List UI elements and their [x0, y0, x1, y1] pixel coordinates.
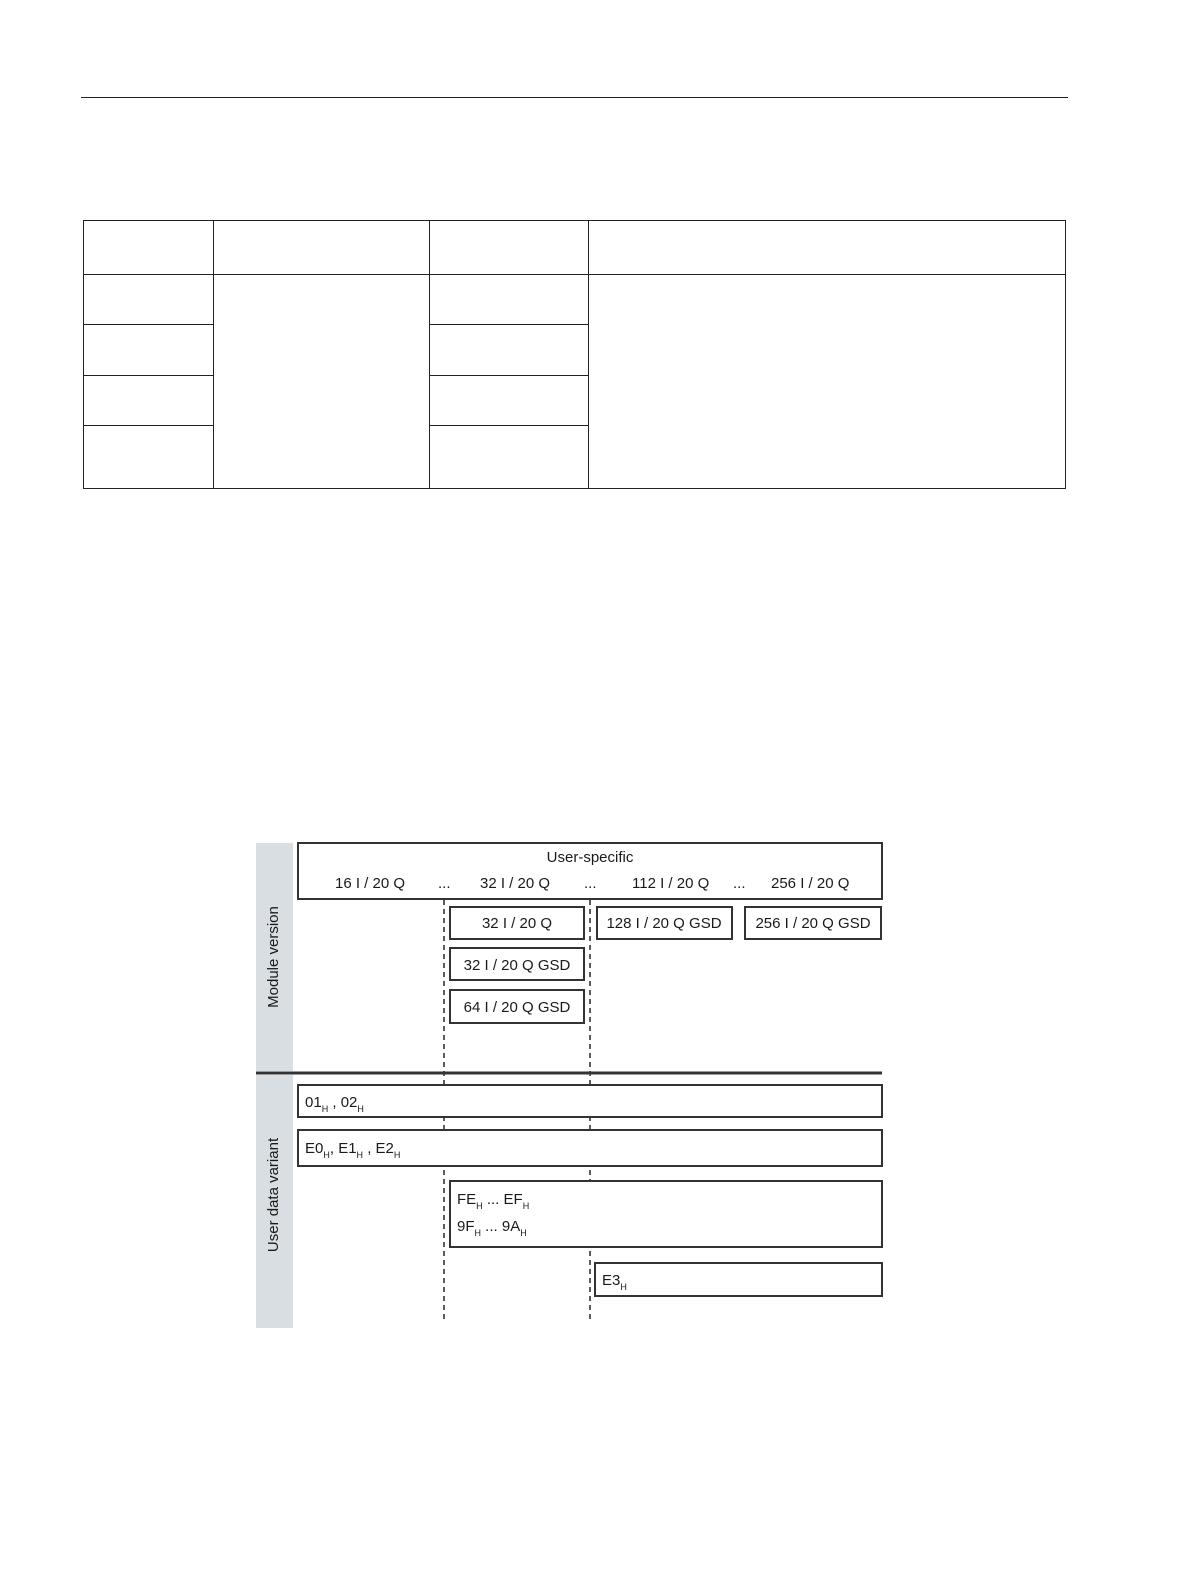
subscript-h: H	[357, 1104, 364, 1114]
header-rule	[81, 97, 1068, 98]
subscript-h: H	[321, 1104, 329, 1114]
subscript-h: H	[522, 1201, 530, 1211]
variant-code: E0	[305, 1140, 324, 1157]
module-box-label: 64 I / 20 Q GSD	[463, 999, 571, 1016]
header-ellipsis: ...	[438, 875, 451, 892]
variant-code: 9F	[457, 1218, 475, 1235]
subscript-h: H	[476, 1201, 483, 1211]
header-col-256: 256 I / 20 Q	[771, 875, 850, 892]
table-cell-merged	[589, 275, 1066, 489]
table-cell	[84, 425, 214, 488]
table-cell	[430, 425, 589, 488]
table-header-cell	[214, 221, 430, 275]
variant-code: E3	[602, 1272, 621, 1289]
table-header-cell	[430, 221, 589, 275]
table-cell	[84, 375, 214, 425]
variant-code: 01	[305, 1094, 322, 1111]
diagram-svg	[250, 838, 890, 1333]
module-box-label: 256 I / 20 Q GSD	[755, 915, 871, 932]
header-col-32: 32 I / 20 Q	[480, 875, 551, 892]
subscript-h: H	[620, 1282, 627, 1292]
variant-code: ... 9A	[481, 1218, 521, 1235]
header-ellipsis: ...	[584, 875, 597, 892]
module-version-label: Module version	[265, 906, 282, 1008]
user-specific-title: User-specific	[546, 849, 634, 866]
header-col-16: 16 I / 20 Q	[335, 875, 406, 892]
variant-code: FE	[457, 1191, 477, 1208]
header-col-112: 112 I / 20 Q	[632, 875, 710, 892]
variant-code: ... EF	[482, 1191, 523, 1208]
table-header-row	[84, 221, 1066, 275]
table-row	[84, 275, 1066, 325]
variant-box-01-02	[298, 1085, 882, 1117]
subscript-h: H	[393, 1150, 401, 1160]
module-version-diagram	[250, 838, 890, 1333]
table-cell	[84, 325, 214, 375]
subscript-h: H	[520, 1228, 527, 1238]
table-header-cell	[84, 221, 214, 275]
variant-code: , 02	[328, 1094, 358, 1111]
module-box-label: 128 I / 20 Q GSD	[606, 915, 722, 932]
subscript-h: H	[323, 1150, 330, 1160]
user-data-variant-label: User data variant	[265, 1137, 282, 1253]
table-cell	[84, 275, 214, 325]
subscript-h: H	[356, 1150, 364, 1160]
variant-code: , E1	[329, 1140, 357, 1157]
table-cell	[430, 375, 589, 425]
module-box-label: 32 I / 20 Q GSD	[463, 957, 571, 974]
table-cell-merged	[214, 275, 430, 489]
spec-table	[83, 220, 1066, 489]
table-cell	[430, 275, 589, 325]
module-box-label: 32 I / 20 Q	[481, 915, 553, 932]
subscript-h: H	[474, 1228, 482, 1238]
table-cell	[430, 325, 589, 375]
variant-code: , E2	[363, 1140, 394, 1157]
header-ellipsis: ...	[733, 875, 746, 892]
variant-box-e3	[595, 1263, 882, 1296]
table-header-cell	[589, 221, 1066, 275]
